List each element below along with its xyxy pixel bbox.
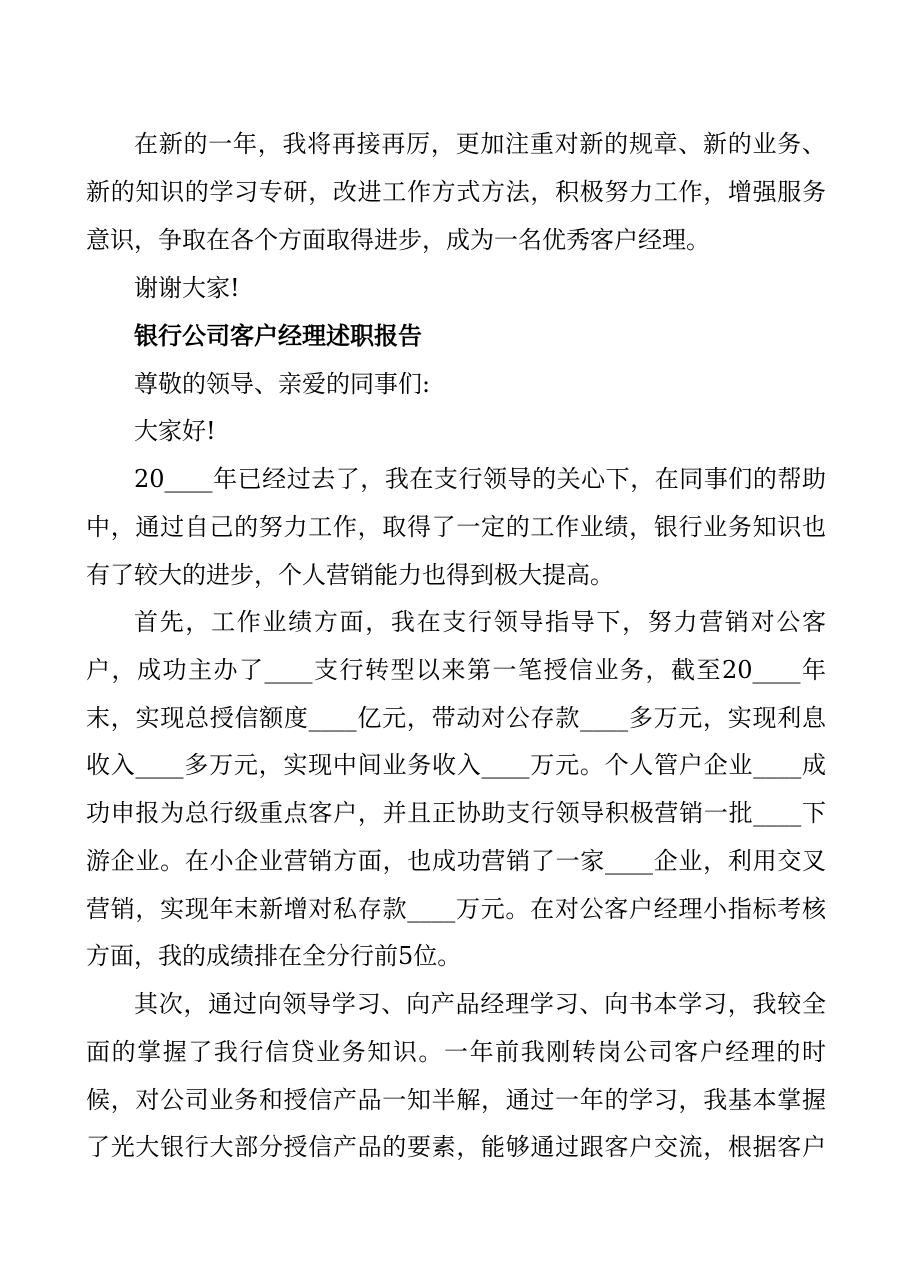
paragraph-3-line-2: 户，成功主办了____支行转型以来第一笔授信业务，截至20____年 (86, 656, 826, 684)
paragraph-4-line-2: 面的掌握了我行信贷业务知识。一年前我刚转岗公司客户经理的时 (86, 1038, 826, 1066)
paragraph-4-line-1: 其次，通过向领导学习、向产品经理学习、向书本学习，我较全 (134, 990, 826, 1018)
paragraph-3-line-8: 方面，我的成绩排在全分行前5位。 (86, 942, 462, 970)
paragraph-4-line-3: 候，对公司业务和授信产品一知半解，通过一年的学习，我基本掌握 (86, 1086, 826, 1114)
paragraph-3-line-5: 功申报为总行级重点客户，并且正协助支行领导积极营销一批____下 (86, 799, 826, 827)
paragraph-3-line-7: 营销，实现年末新增对私存款____万元。在对公客户经理小指标考核 (86, 895, 826, 923)
greeting-line: 大家好! (134, 417, 216, 445)
paragraph-3-line-1: 首先，工作业绩方面，我在支行领导指导下，努力营销对公客 (134, 608, 826, 636)
paragraph-2-line-2: 中，通过自己的努力工作，取得了一定的工作业绩，银行业务知识也 (86, 513, 826, 541)
salutation-line: 尊敬的领导、亲爱的同事们: (134, 370, 431, 398)
paragraph-1-line-3: 意识，争取在各个方面取得进步，成为一名优秀客户经理。 (86, 226, 710, 254)
paragraph-1-line-1: 在新的一年，我将再接再厉，更加注重对新的规章、新的业务、 (134, 130, 826, 158)
report-title: 银行公司客户经理述职报告 (134, 321, 422, 350)
thanks-line: 谢谢大家! (134, 274, 240, 302)
paragraph-3-line-6: 游企业。在小企业营销方面，也成功营销了一家____企业，利用交叉 (86, 847, 826, 875)
paragraph-1-line-2: 新的知识的学习专研，改进工作方式方法，积极努力工作，增强服务 (86, 178, 826, 206)
paragraph-3-line-4: 收入____多万元，实现中间业务收入____万元。个人管户企业____成 (86, 751, 826, 779)
paragraph-3-line-3: 末，实现总授信额度____亿元，带动对公存款____多万元，实现利息 (86, 704, 826, 732)
paragraph-2-line-1: 20____年已经过去了，我在支行领导的关心下，在同事们的帮助 (134, 465, 826, 493)
paragraph-4-line-4: 了光大银行大部分授信产品的要素，能够通过跟客户交流，根据客户 (86, 1133, 826, 1161)
paragraph-2-line-3: 有了较大的进步，个人营销能力也得到极大提高。 (86, 561, 614, 589)
